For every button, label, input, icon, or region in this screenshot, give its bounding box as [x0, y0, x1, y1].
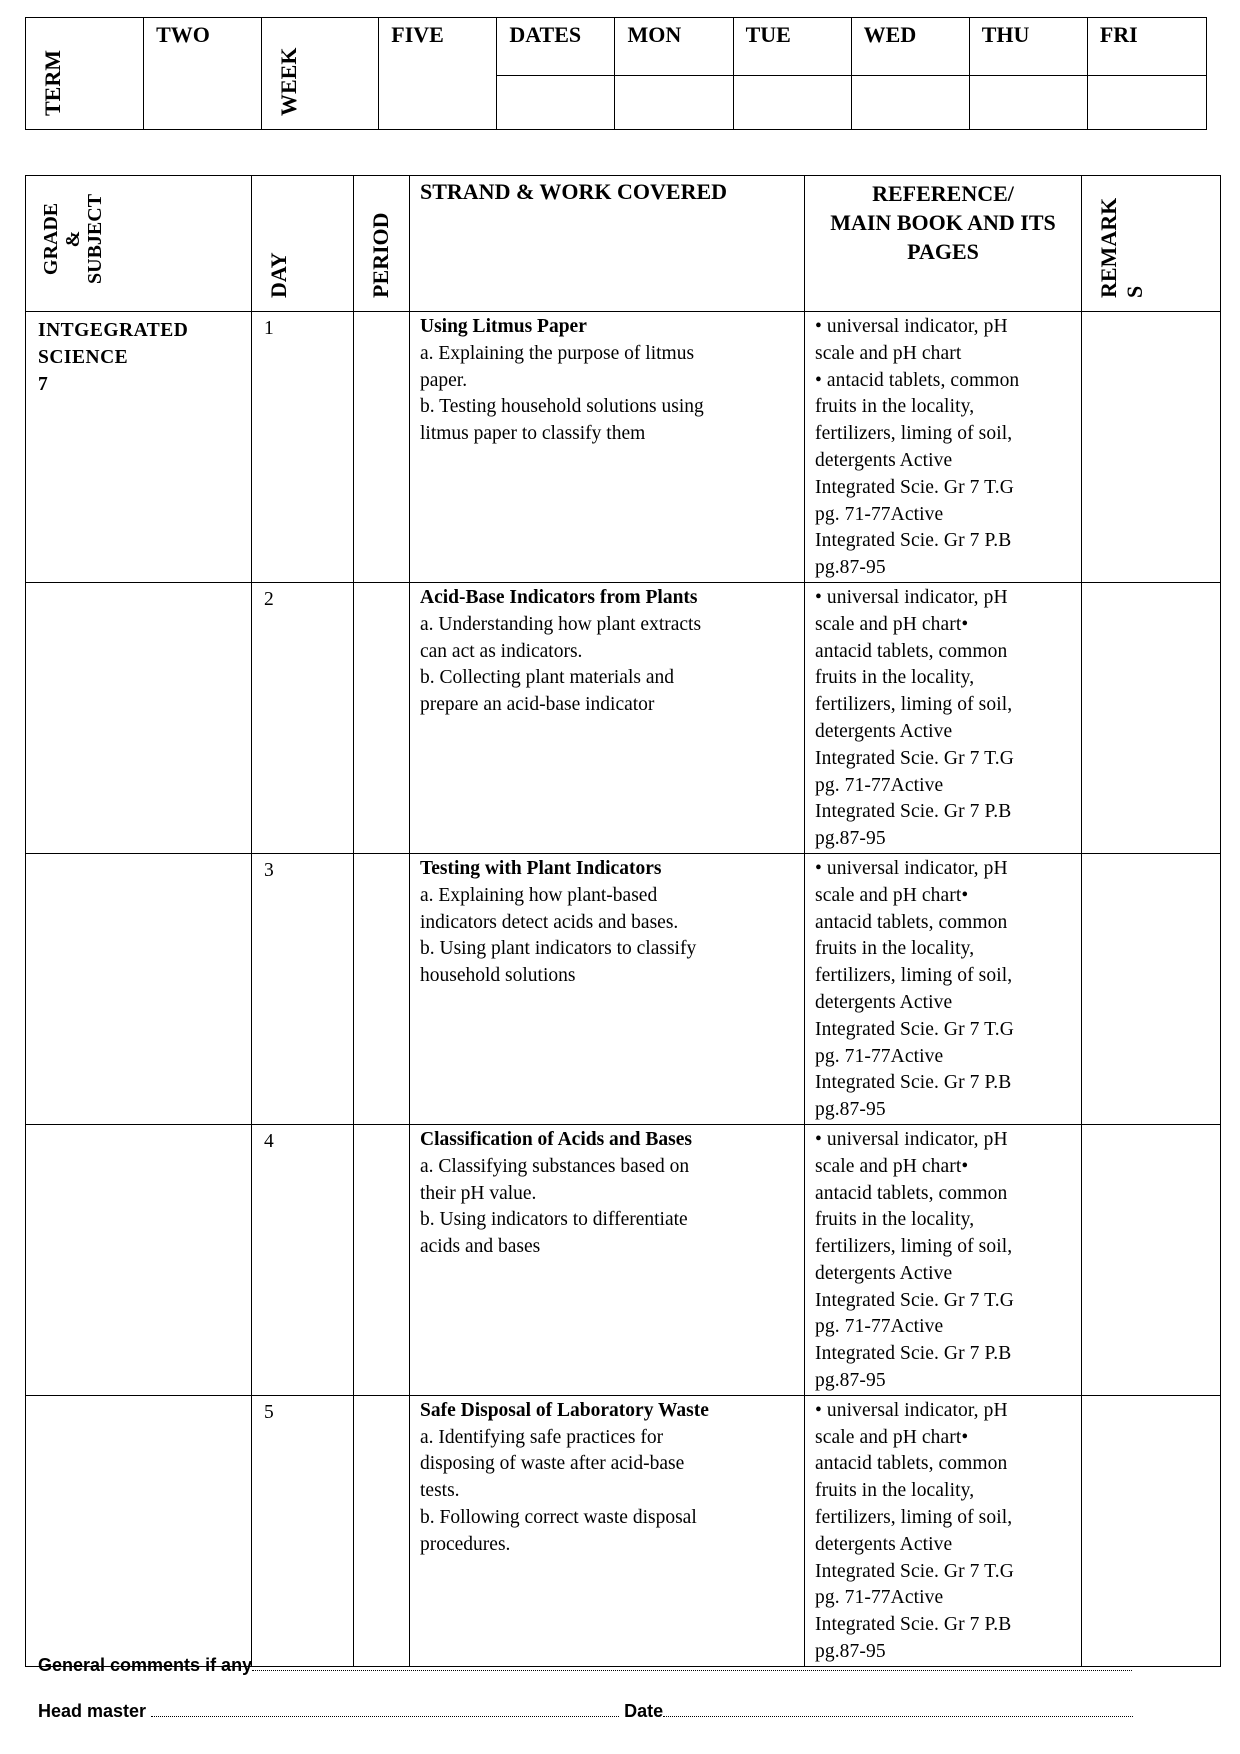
remarks-header-label: [1096, 198, 1148, 298]
work-line: b. Collecting plant materials and: [420, 667, 674, 689]
subject-cell: [26, 1395, 252, 1666]
work-line: household solutions: [420, 965, 576, 987]
remarks-cell[interactable]: [1082, 312, 1221, 583]
reference-line: pg. 71-77Active: [815, 1045, 944, 1067]
day-mon-label: MON: [615, 18, 733, 76]
term-label-cell: [26, 18, 144, 130]
day-fri-label: FRI: [1087, 18, 1206, 76]
day-number: 1: [252, 312, 354, 583]
remarks-header: [1082, 176, 1221, 312]
day-number: 2: [252, 582, 354, 853]
grade-subject-header: [26, 176, 252, 312]
reference-line: antacid tablets, common: [815, 911, 1008, 933]
reference-line: antacid tablets, common: [815, 1182, 1008, 1204]
table-row: [26, 312, 1221, 583]
work-line: paper.: [420, 369, 468, 391]
week-label-cell: [262, 18, 379, 130]
work-line: tests.: [420, 1480, 460, 1502]
work-covered-cell: [410, 1124, 805, 1395]
period-cell[interactable]: [354, 312, 410, 583]
table-row: [26, 853, 1221, 1124]
period-header-label: PERIOD: [368, 212, 393, 298]
work-line: a. Understanding how plant extracts: [420, 613, 702, 635]
remarks-cell[interactable]: [1082, 582, 1221, 853]
reference-line: Integrated Scie. Gr 7 T.G: [815, 1560, 1014, 1582]
work-title: Safe Disposal of Laboratory Waste: [420, 1399, 709, 1421]
table-row: [26, 1395, 1221, 1666]
reference-line: fertilizers, liming of soil,: [815, 694, 1013, 716]
subject-cell: [26, 853, 252, 1124]
work-line: litmus paper to classify them: [420, 423, 646, 445]
reference-line: pg.87-95: [815, 828, 886, 850]
term-value: TWO: [144, 18, 262, 130]
reference-line: pg. 71-77Active: [815, 774, 944, 796]
reference-line: Integrated Scie. Gr 7 P.B: [815, 530, 1012, 552]
period-cell[interactable]: [354, 1395, 410, 1666]
record-of-work-table: [25, 175, 1221, 1667]
reference-line: pg.87-95: [815, 1099, 886, 1121]
reference-line: fertilizers, liming of soil,: [815, 423, 1013, 445]
subject-label: SUBJECT: [84, 193, 106, 284]
reference-line: detergents Active: [815, 1262, 953, 1284]
date-fri-cell[interactable]: [1087, 76, 1206, 130]
date-tue-cell[interactable]: [733, 76, 851, 130]
table-row: [26, 582, 1221, 853]
reference-cell: [805, 853, 1082, 1124]
term-label: TERM: [40, 50, 65, 116]
day-number: 4: [252, 1124, 354, 1395]
reference-line: Integrated Scie. Gr 7 T.G: [815, 476, 1014, 498]
grade-subject-label: [40, 194, 106, 284]
date-field[interactable]: [663, 1700, 1133, 1717]
remarks-header-line1: REMARK: [1096, 197, 1121, 298]
dates-blank-cell[interactable]: [497, 76, 615, 130]
reference-line: antacid tablets, common: [815, 640, 1008, 662]
subject-line2: SCIENCE: [38, 346, 129, 368]
reference-line: • universal indicator, pH: [815, 1128, 1008, 1150]
reference-header-line1: REFERENCE/: [872, 181, 1014, 206]
reference-cell: [805, 1124, 1082, 1395]
date-wed-cell[interactable]: [851, 76, 969, 130]
reference-line: scale and pH chart•: [815, 884, 969, 906]
work-line: disposing of waste after acid-base: [420, 1453, 685, 1475]
work-title: Testing with Plant Indicators: [420, 857, 662, 879]
reference-line: Integrated Scie. Gr 7 P.B: [815, 1614, 1012, 1636]
week-value: FIVE: [379, 18, 497, 130]
work-line: indicators detect acids and bases.: [420, 911, 679, 933]
work-title: Acid-Base Indicators from Plants: [420, 586, 698, 608]
reference-header: [805, 176, 1082, 312]
reference-line: detergents Active: [815, 720, 953, 742]
work-line: their pH value.: [420, 1182, 537, 1204]
reference-header-line2: MAIN BOOK AND ITS: [830, 210, 1056, 235]
reference-line: pg. 71-77Active: [815, 1316, 944, 1338]
period-cell[interactable]: [354, 582, 410, 853]
reference-line: • universal indicator, pH: [815, 316, 1008, 337]
reference-line: detergents Active: [815, 991, 953, 1013]
period-cell[interactable]: [354, 1124, 410, 1395]
subject-cell: [26, 312, 252, 583]
date-label: Date: [624, 1701, 664, 1721]
work-line: b. Using indicators to differentiate: [420, 1209, 688, 1231]
reference-line: fertilizers, liming of soil,: [815, 965, 1013, 987]
reference-line: fruits in the locality,: [815, 1480, 975, 1502]
reference-line: Integrated Scie. Gr 7 T.G: [815, 747, 1014, 769]
reference-cell: [805, 312, 1082, 583]
reference-line: fertilizers, liming of soil,: [815, 1236, 1013, 1258]
reference-cell: [805, 582, 1082, 853]
reference-line: Integrated Scie. Gr 7 T.G: [815, 1289, 1014, 1311]
reference-line: scale and pH chart•: [815, 1155, 969, 1177]
work-covered-cell: [410, 1395, 805, 1666]
ampersand-label: &: [62, 230, 84, 248]
subject-line1: INTGEGRATED: [38, 320, 189, 341]
reference-line: fruits in the locality,: [815, 938, 975, 960]
work-line: a. Explaining how plant-based: [420, 884, 658, 906]
reference-line: detergents Active: [815, 449, 953, 471]
reference-line: pg. 71-77Active: [815, 1587, 944, 1609]
reference-line: fruits in the locality,: [815, 396, 975, 418]
work-line: prepare an acid-base indicator: [420, 694, 655, 716]
reference-line: • universal indicator, pH: [815, 857, 1008, 879]
work-title: Using Litmus Paper: [420, 316, 587, 337]
week-label: WEEK: [276, 47, 302, 116]
reference-line: pg.87-95: [815, 1641, 886, 1663]
subject-line3: 7: [38, 373, 49, 395]
term-week-table: [25, 17, 1207, 130]
reference-line: Integrated Scie. Gr 7 P.B: [815, 1072, 1012, 1094]
reference-line: fruits in the locality,: [815, 1209, 975, 1231]
reference-line: • universal indicator, pH: [815, 1399, 1008, 1421]
headmaster-field[interactable]: [151, 1700, 619, 1717]
remarks-cell[interactable]: [1082, 1124, 1221, 1395]
day-header-label: DAY: [266, 252, 291, 298]
table-row: [26, 1124, 1221, 1395]
reference-line: scale and pH chart•: [815, 613, 969, 635]
subject-cell: [26, 582, 252, 853]
reference-line: • antacid tablets, common: [815, 369, 1020, 391]
reference-header-line3: PAGES: [907, 239, 979, 264]
remarks-header-line2: S: [1122, 285, 1147, 298]
strand-header: STRAND & WORK COVERED: [410, 176, 805, 312]
work-line: procedures.: [420, 1533, 511, 1555]
general-comments-line: [38, 1654, 1132, 1676]
reference-line: Integrated Scie. Gr 7 T.G: [815, 1018, 1014, 1040]
work-line: b. Following correct waste disposal: [420, 1507, 697, 1529]
headmaster-label: Head master: [38, 1701, 147, 1721]
period-header: [354, 176, 410, 312]
day-thu-label: THU: [969, 18, 1087, 76]
day-header: [252, 176, 354, 312]
signature-line: [38, 1700, 1133, 1722]
grade-label: GRADE: [40, 202, 62, 276]
subject-cell: [26, 1124, 252, 1395]
work-covered-cell: [410, 312, 805, 583]
work-line: a. Identifying safe practices for: [420, 1426, 664, 1448]
dates-label: DATES: [497, 18, 615, 76]
general-comments-label: General comments if any: [38, 1655, 253, 1675]
remarks-cell[interactable]: [1082, 1395, 1221, 1666]
work-line: acids and bases: [420, 1236, 541, 1258]
day-number: 5: [252, 1395, 354, 1666]
reference-line: antacid tablets, common: [815, 1453, 1008, 1475]
reference-line: • universal indicator, pH: [815, 586, 1008, 608]
reference-line: scale and pH chart•: [815, 1426, 969, 1448]
work-line: a. Classifying substances based on: [420, 1155, 690, 1177]
work-covered-cell: [410, 582, 805, 853]
day-number: 3: [252, 853, 354, 1124]
work-title: Classification of Acids and Bases: [420, 1128, 692, 1150]
reference-line: fruits in the locality,: [815, 667, 975, 689]
reference-line: Integrated Scie. Gr 7 P.B: [815, 801, 1012, 823]
work-line: can act as indicators.: [420, 640, 583, 662]
remarks-cell[interactable]: [1082, 853, 1221, 1124]
work-line: b. Using plant indicators to classify: [420, 938, 697, 960]
work-line: b. Testing household solutions using: [420, 396, 704, 418]
general-comments-field[interactable]: [252, 1654, 1132, 1671]
reference-line: Integrated Scie. Gr 7 P.B: [815, 1343, 1012, 1365]
period-cell[interactable]: [354, 853, 410, 1124]
day-wed-label: WED: [851, 18, 969, 76]
reference-line: pg.87-95: [815, 1370, 886, 1392]
reference-line: detergents Active: [815, 1533, 953, 1555]
reference-line: fertilizers, liming of soil,: [815, 1507, 1013, 1529]
reference-cell: [805, 1395, 1082, 1666]
reference-line: pg. 71-77Active: [815, 503, 944, 525]
reference-line: scale and pH chart: [815, 342, 962, 364]
day-tue-label: TUE: [733, 18, 851, 76]
date-thu-cell[interactable]: [969, 76, 1087, 130]
work-line: a. Explaining the purpose of litmus: [420, 342, 695, 364]
reference-line: pg.87-95: [815, 557, 886, 579]
work-covered-cell: [410, 853, 805, 1124]
date-mon-cell[interactable]: [615, 76, 733, 130]
